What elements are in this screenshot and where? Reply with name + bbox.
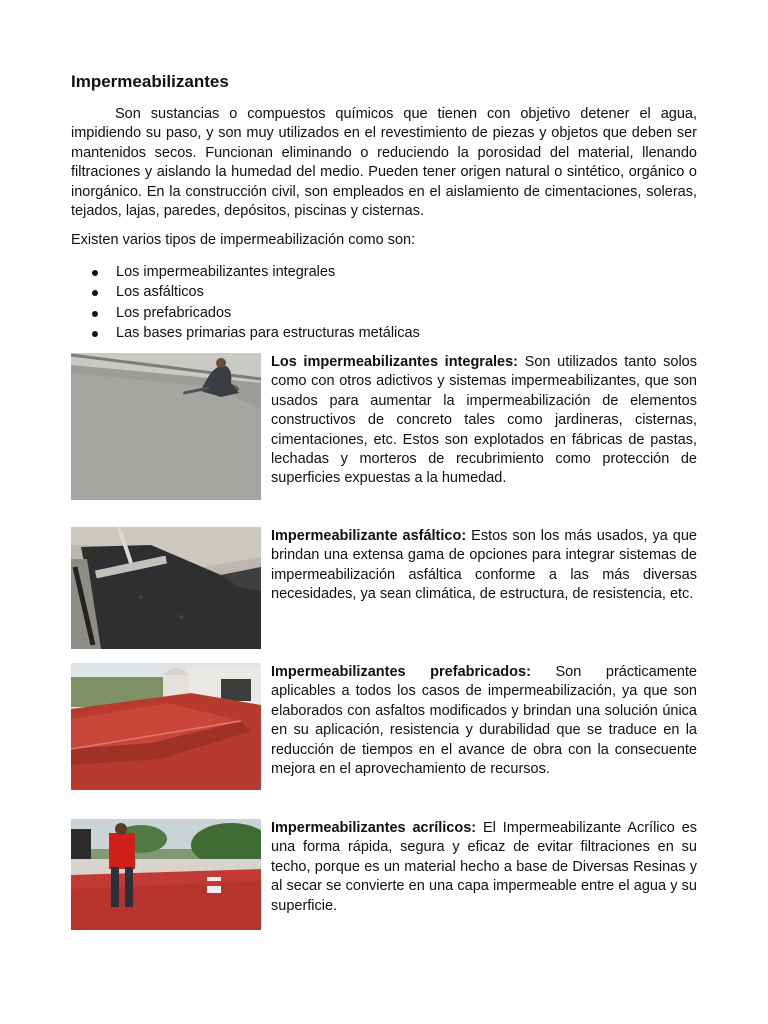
types-list: [71, 262, 420, 343]
section-text: [271, 663, 697, 779]
intro-paragraph: Son sustancias o compuestos químicos que tienen con objetivo detener el agua, impidiendo su paso, y son muy utilizados en el revestimiento de piezas y objetos que deben ser mantenidos secos. Funcionan eliminando o reduciendo la porosidad del material, llenando filtraciones y aislando la humedad del medio. Pueden tener origen natural o sintético, orgánico o inorgánico. En la construcción civil, son empleados en el aislamiento de cimentaciones, soleras, tejados, lajas, paredes, depósitos, piscinas y cisternas.: [71, 106, 697, 220]
section-heading: Los impermeabilizantes integrales:: [271, 354, 519, 370]
section-text: [271, 353, 697, 489]
section-heading: Impermeabilizante asfáltico:: [271, 528, 467, 544]
section-text: [271, 819, 697, 916]
bullet-icon: [92, 311, 98, 317]
integral-waterproofing-photo: [71, 353, 261, 500]
acrylic-waterproofing-photo: [71, 819, 261, 930]
types-intro-paragraph: Existen varios tipos de impermeabilización como son:: [71, 232, 416, 248]
list-item: [71, 303, 420, 323]
list-item-text: Las bases primarias para estructuras metálicas: [116, 324, 420, 341]
bullet-icon: [92, 331, 98, 337]
list-item-text: Los prefabricados: [116, 304, 232, 321]
section-heading: Impermeabilizantes acrílicos:: [271, 820, 477, 836]
prefabricated-waterproofing-photo: [71, 663, 261, 790]
section-body: Son utilizados tanto solos como con otros adictivos y sistemas impermeabilizantes, que son usados para aumentar la impermeabilización de elementos constructivos de concreto tales como jardineras, cisternas, cimentaciones, etc. Estos son explotados en fábricas de pastas, lechadas y morteros de recubrimiento como protección de superficies expuestas a la humedad.: [271, 354, 697, 487]
section-body: Estos son los más usados, ya que brindan una extensa gama de opciones para integrar sistemas de impermeabilización asfáltica conforme a las más diversas necesidades, ya sean climática, de estructura, de resistencia, etc.: [271, 528, 697, 603]
asphalt-waterproofing-photo: [71, 527, 261, 649]
section-text: [271, 527, 697, 605]
list-item: [71, 262, 420, 282]
section-body: Son prácticamente aplicables a todos los casos de impermeabilización, ya que son elaborados con asfaltos modificados y brindan una solución única en su aplicación, resistencia y durabilidad que se traduce en la reducción de tiempos en el avance de obra con la consecuente mejora en el aprovechamiento de recursos.: [271, 664, 697, 778]
list-item: [71, 282, 420, 302]
section-heading: Impermeabilizantes prefabricados:: [271, 664, 531, 680]
bullet-icon: [92, 270, 98, 276]
list-item-text: Los asfálticos: [116, 284, 204, 301]
bullet-icon: [92, 290, 98, 296]
list-item: [71, 323, 420, 343]
list-item-text: Los impermeabilizantes integrales: [116, 264, 336, 280]
section-body: El Impermeabilizante Acrílico es una forma rápida, segura y eficaz de evitar filtraciones en su techo, porque es un material hecho a base de Diversas Resinas y al secar se convierte en una capa impermeable entre el agua y su superficie.: [271, 820, 698, 914]
document-title: Impermeabilizantes: [71, 72, 229, 91]
